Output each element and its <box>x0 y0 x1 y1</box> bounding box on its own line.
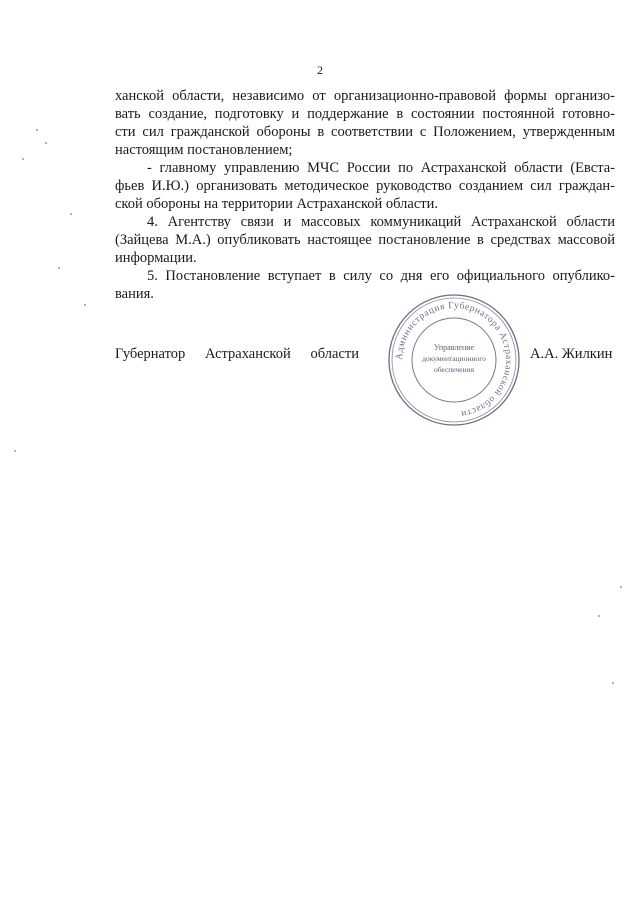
body-line: ханской области, независимо от организационно-правовой формы организо- <box>115 88 615 104</box>
body-line: вать создание, подготовку и поддержание в состоянии постоянной готовно- <box>115 106 615 122</box>
body-line: вания. <box>115 286 154 302</box>
scan-speck <box>14 450 16 452</box>
body-line: 5. Постановление вступает в силу со дня его официального опублико- <box>147 268 615 284</box>
body-line: (Зайцева М.А.) опубликовать настоящее постановление в средствах массовой <box>115 232 615 248</box>
scan-speck <box>612 682 614 684</box>
body-line: информации. <box>115 250 197 266</box>
seal-graphic <box>386 292 522 428</box>
seal-outer-text: Администрация Губернатора Астраханской области <box>394 300 514 419</box>
body-line: фьев И.Ю.) организовать методическое руководство созданием сил граждан- <box>115 178 615 194</box>
body-line: ской обороны на территории Астраханской области. <box>115 196 439 212</box>
scan-speck <box>58 267 60 269</box>
signatory-title: Губернатор Астраханской области <box>115 346 359 362</box>
body-line: настоящим постановлением; <box>115 142 293 158</box>
body-line: сти сил гражданской обороны в соответствии с Положением, утвержденным <box>115 124 615 140</box>
scan-speck <box>22 158 24 160</box>
body-line: 4. Агентству связи и массовых коммуникаций Астраханской области <box>147 214 615 230</box>
page-number: 2 <box>317 63 323 77</box>
signatory-name: А.А. Жилкин <box>530 346 613 362</box>
scan-speck <box>84 304 86 306</box>
official-seal <box>386 292 522 428</box>
scan-speck <box>45 142 47 144</box>
seal-center-line: документационного <box>422 354 486 363</box>
body-line: - главному управлению МЧС России по Астраханской области (Евста- <box>147 160 615 176</box>
scan-speck <box>598 615 600 617</box>
seal-center-line: Управление <box>433 343 475 352</box>
scan-speck <box>620 586 622 588</box>
scan-speck <box>70 213 72 215</box>
seal-center-line: обеспечения <box>433 365 475 374</box>
scan-speck <box>36 129 38 131</box>
